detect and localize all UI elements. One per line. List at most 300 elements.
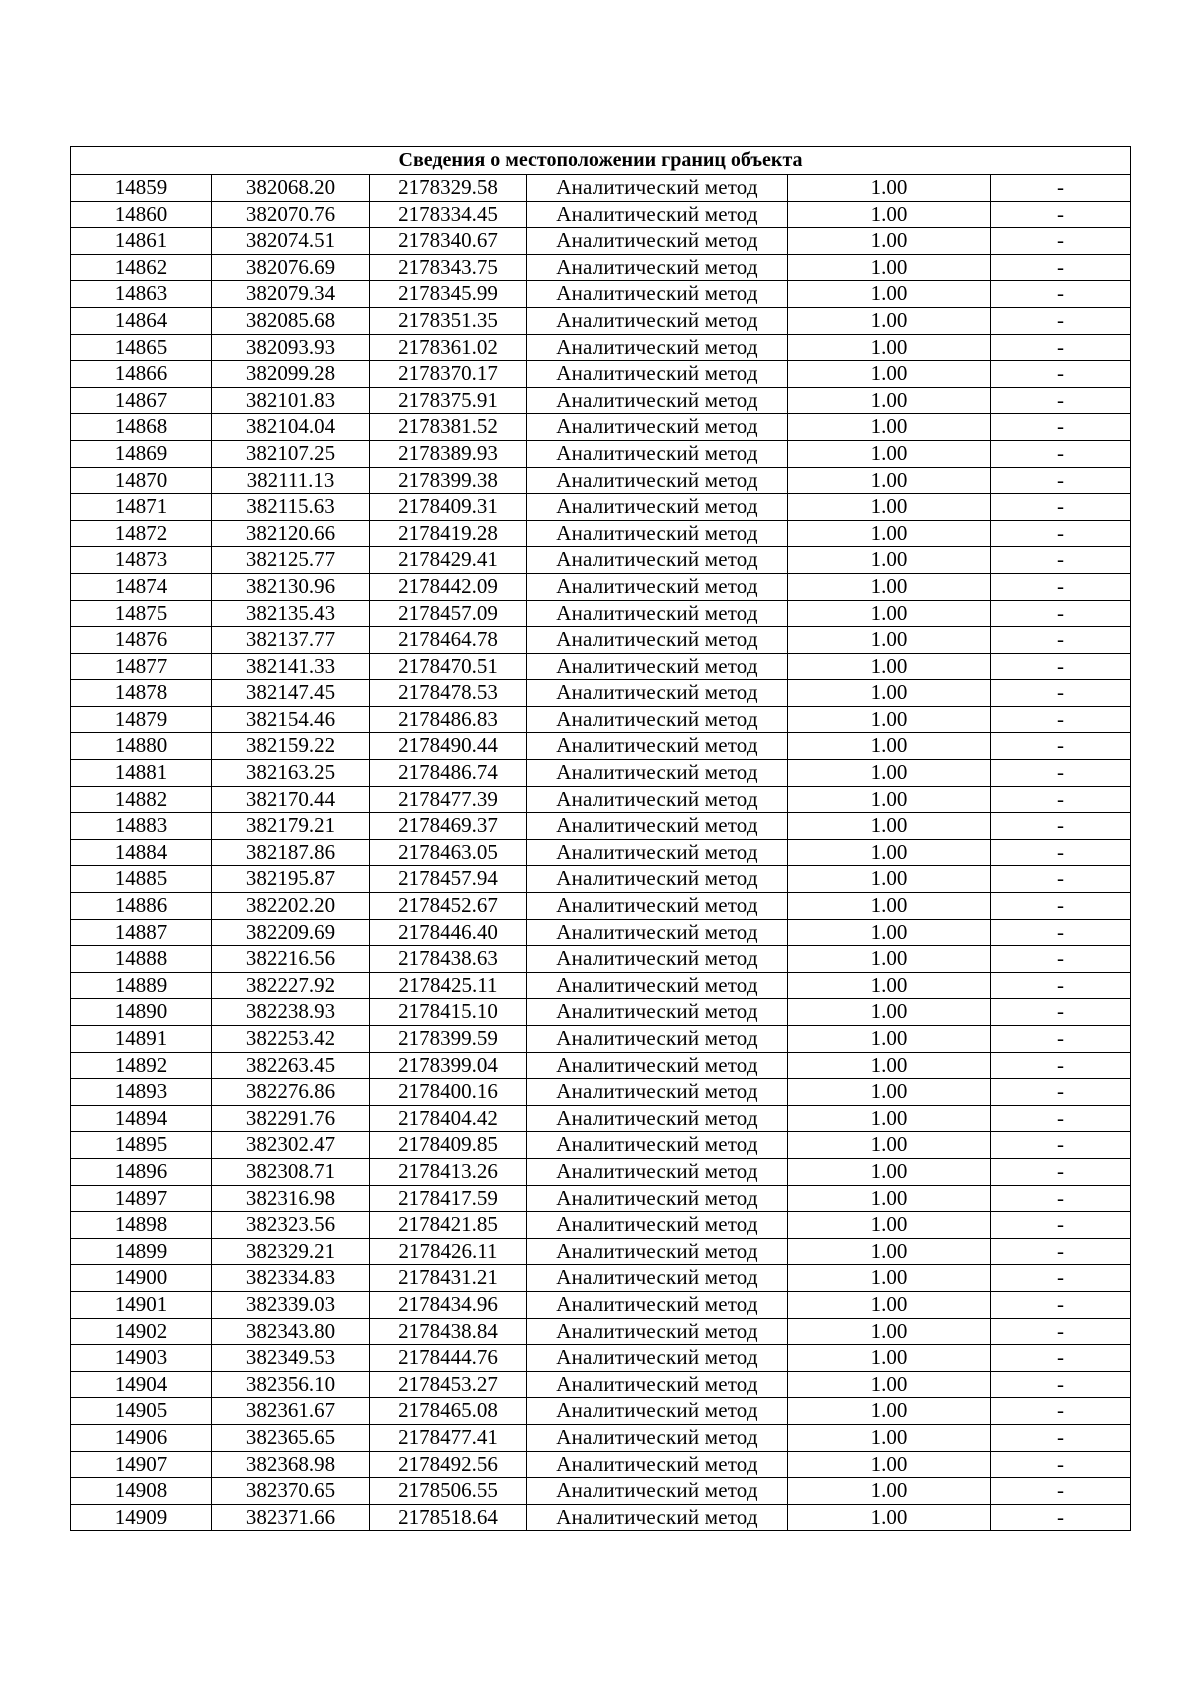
description-cell: - <box>991 600 1131 627</box>
accuracy-cell: 1.00 <box>788 387 991 414</box>
method-cell: Аналитический метод <box>527 919 788 946</box>
method-cell: Аналитический метод <box>527 467 788 494</box>
y-coordinate-cell: 2178351.35 <box>370 307 527 334</box>
description-cell: - <box>991 680 1131 707</box>
x-coordinate-cell: 382154.46 <box>212 706 370 733</box>
table-row <box>71 547 1131 574</box>
y-coordinate-cell: 2178399.38 <box>370 467 527 494</box>
point-number-cell: 14908 <box>71 1478 212 1505</box>
description-cell: - <box>991 1345 1131 1372</box>
y-coordinate-cell: 2178343.75 <box>370 254 527 281</box>
table-row <box>71 1026 1131 1053</box>
point-number-cell: 14893 <box>71 1079 212 1106</box>
y-coordinate-cell: 2178457.94 <box>370 866 527 893</box>
accuracy-cell: 1.00 <box>788 1371 991 1398</box>
description-cell: - <box>991 387 1131 414</box>
y-coordinate-cell: 2178340.67 <box>370 228 527 255</box>
table-row <box>71 1318 1131 1345</box>
method-cell: Аналитический метод <box>527 334 788 361</box>
description-cell: - <box>991 440 1131 467</box>
description-cell: - <box>991 467 1131 494</box>
x-coordinate-cell: 382227.92 <box>212 972 370 999</box>
accuracy-cell: 1.00 <box>788 893 991 920</box>
accuracy-cell: 1.00 <box>788 1504 991 1531</box>
point-number-cell: 14864 <box>71 307 212 334</box>
description-cell: - <box>991 334 1131 361</box>
table-row <box>71 680 1131 707</box>
x-coordinate-cell: 382107.25 <box>212 440 370 467</box>
table-row <box>71 1132 1131 1159</box>
table-row <box>71 467 1131 494</box>
method-cell: Аналитический метод <box>527 573 788 600</box>
method-cell: Аналитический метод <box>527 1451 788 1478</box>
y-coordinate-cell: 2178345.99 <box>370 281 527 308</box>
accuracy-cell: 1.00 <box>788 1291 991 1318</box>
x-coordinate-cell: 382238.93 <box>212 999 370 1026</box>
point-number-cell: 14895 <box>71 1132 212 1159</box>
table-row <box>71 1398 1131 1425</box>
method-cell: Аналитический метод <box>527 786 788 813</box>
method-cell: Аналитический метод <box>527 760 788 787</box>
method-cell: Аналитический метод <box>527 1026 788 1053</box>
point-number-cell: 14909 <box>71 1504 212 1531</box>
y-coordinate-cell: 2178417.59 <box>370 1185 527 1212</box>
accuracy-cell: 1.00 <box>788 733 991 760</box>
x-coordinate-cell: 382163.25 <box>212 760 370 787</box>
accuracy-cell: 1.00 <box>788 760 991 787</box>
point-number-cell: 14892 <box>71 1052 212 1079</box>
y-coordinate-cell: 2178464.78 <box>370 627 527 654</box>
accuracy-cell: 1.00 <box>788 1158 991 1185</box>
accuracy-cell: 1.00 <box>788 440 991 467</box>
table-row <box>71 1451 1131 1478</box>
point-number-cell: 14877 <box>71 653 212 680</box>
x-coordinate-cell: 382276.86 <box>212 1079 370 1106</box>
point-number-cell: 14897 <box>71 1185 212 1212</box>
x-coordinate-cell: 382334.83 <box>212 1265 370 1292</box>
description-cell: - <box>991 1158 1131 1185</box>
method-cell: Аналитический метод <box>527 600 788 627</box>
table-row <box>71 1212 1131 1239</box>
x-coordinate-cell: 382187.86 <box>212 839 370 866</box>
accuracy-cell: 1.00 <box>788 1345 991 1372</box>
accuracy-cell: 1.00 <box>788 786 991 813</box>
point-number-cell: 14889 <box>71 972 212 999</box>
point-number-cell: 14873 <box>71 547 212 574</box>
table-row <box>71 1105 1131 1132</box>
accuracy-cell: 1.00 <box>788 228 991 255</box>
point-number-cell: 14876 <box>71 627 212 654</box>
description-cell: - <box>991 307 1131 334</box>
x-coordinate-cell: 382093.93 <box>212 334 370 361</box>
accuracy-cell: 1.00 <box>788 839 991 866</box>
x-coordinate-cell: 382179.21 <box>212 813 370 840</box>
point-number-cell: 14861 <box>71 228 212 255</box>
y-coordinate-cell: 2178465.08 <box>370 1398 527 1425</box>
y-coordinate-cell: 2178361.02 <box>370 334 527 361</box>
point-number-cell: 14882 <box>71 786 212 813</box>
method-cell: Аналитический метод <box>527 1291 788 1318</box>
table-row <box>71 201 1131 228</box>
y-coordinate-cell: 2178452.67 <box>370 893 527 920</box>
point-number-cell: 14868 <box>71 414 212 441</box>
point-number-cell: 14869 <box>71 440 212 467</box>
x-coordinate-cell: 382216.56 <box>212 946 370 973</box>
description-cell: - <box>991 1478 1131 1505</box>
accuracy-cell: 1.00 <box>788 467 991 494</box>
point-number-cell: 14901 <box>71 1291 212 1318</box>
table-row <box>71 786 1131 813</box>
description-cell: - <box>991 1238 1131 1265</box>
table-row <box>71 387 1131 414</box>
accuracy-cell: 1.00 <box>788 813 991 840</box>
y-coordinate-cell: 2178409.31 <box>370 494 527 521</box>
y-coordinate-cell: 2178453.27 <box>370 1371 527 1398</box>
table-title-row <box>71 147 1131 175</box>
accuracy-cell: 1.00 <box>788 334 991 361</box>
x-coordinate-cell: 382101.83 <box>212 387 370 414</box>
table-row <box>71 839 1131 866</box>
method-cell: Аналитический метод <box>527 733 788 760</box>
point-number-cell: 14878 <box>71 680 212 707</box>
method-cell: Аналитический метод <box>527 1504 788 1531</box>
description-cell: - <box>991 1424 1131 1451</box>
table-row <box>71 999 1131 1026</box>
table-row <box>71 228 1131 255</box>
method-cell: Аналитический метод <box>527 361 788 388</box>
point-number-cell: 14867 <box>71 387 212 414</box>
description-cell: - <box>991 573 1131 600</box>
y-coordinate-cell: 2178434.96 <box>370 1291 527 1318</box>
table-row <box>71 307 1131 334</box>
table-row <box>71 972 1131 999</box>
method-cell: Аналитический метод <box>527 387 788 414</box>
method-cell: Аналитический метод <box>527 946 788 973</box>
y-coordinate-cell: 2178506.55 <box>370 1478 527 1505</box>
x-coordinate-cell: 382253.42 <box>212 1026 370 1053</box>
y-coordinate-cell: 2178457.09 <box>370 600 527 627</box>
description-cell: - <box>991 786 1131 813</box>
description-cell: - <box>991 547 1131 574</box>
x-coordinate-cell: 382104.04 <box>212 414 370 441</box>
y-coordinate-cell: 2178470.51 <box>370 653 527 680</box>
description-cell: - <box>991 361 1131 388</box>
table-row <box>71 1158 1131 1185</box>
description-cell: - <box>991 281 1131 308</box>
accuracy-cell: 1.00 <box>788 680 991 707</box>
y-coordinate-cell: 2178438.84 <box>370 1318 527 1345</box>
x-coordinate-cell: 382308.71 <box>212 1158 370 1185</box>
y-coordinate-cell: 2178370.17 <box>370 361 527 388</box>
x-coordinate-cell: 382368.98 <box>212 1451 370 1478</box>
method-cell: Аналитический метод <box>527 1424 788 1451</box>
description-cell: - <box>991 1371 1131 1398</box>
y-coordinate-cell: 2178426.11 <box>370 1238 527 1265</box>
accuracy-cell: 1.00 <box>788 1185 991 1212</box>
table-row <box>71 1345 1131 1372</box>
accuracy-cell: 1.00 <box>788 494 991 521</box>
method-cell: Аналитический метод <box>527 813 788 840</box>
method-cell: Аналитический метод <box>527 494 788 521</box>
x-coordinate-cell: 382209.69 <box>212 919 370 946</box>
point-number-cell: 14888 <box>71 946 212 973</box>
method-cell: Аналитический метод <box>527 1079 788 1106</box>
table-row <box>71 494 1131 521</box>
y-coordinate-cell: 2178431.21 <box>370 1265 527 1292</box>
accuracy-cell: 1.00 <box>788 414 991 441</box>
accuracy-cell: 1.00 <box>788 1132 991 1159</box>
table-row <box>71 573 1131 600</box>
accuracy-cell: 1.00 <box>788 866 991 893</box>
table-row <box>71 813 1131 840</box>
x-coordinate-cell: 382361.67 <box>212 1398 370 1425</box>
y-coordinate-cell: 2178518.64 <box>370 1504 527 1531</box>
table-row <box>71 600 1131 627</box>
method-cell: Аналитический метод <box>527 1318 788 1345</box>
method-cell: Аналитический метод <box>527 281 788 308</box>
table-row <box>71 361 1131 388</box>
description-cell: - <box>991 228 1131 255</box>
x-coordinate-cell: 382356.10 <box>212 1371 370 1398</box>
accuracy-cell: 1.00 <box>788 175 991 202</box>
point-number-cell: 14907 <box>71 1451 212 1478</box>
x-coordinate-cell: 382371.66 <box>212 1504 370 1531</box>
point-number-cell: 14879 <box>71 706 212 733</box>
point-number-cell: 14881 <box>71 760 212 787</box>
description-cell: - <box>991 733 1131 760</box>
description-cell: - <box>991 1105 1131 1132</box>
x-coordinate-cell: 382068.20 <box>212 175 370 202</box>
x-coordinate-cell: 382085.68 <box>212 307 370 334</box>
y-coordinate-cell: 2178421.85 <box>370 1212 527 1239</box>
point-number-cell: 14902 <box>71 1318 212 1345</box>
method-cell: Аналитический метод <box>527 893 788 920</box>
y-coordinate-cell: 2178486.74 <box>370 760 527 787</box>
table-row <box>71 1238 1131 1265</box>
method-cell: Аналитический метод <box>527 1478 788 1505</box>
point-number-cell: 14862 <box>71 254 212 281</box>
table-row <box>71 893 1131 920</box>
accuracy-cell: 1.00 <box>788 1238 991 1265</box>
description-cell: - <box>991 520 1131 547</box>
accuracy-cell: 1.00 <box>788 573 991 600</box>
accuracy-cell: 1.00 <box>788 1079 991 1106</box>
x-coordinate-cell: 382099.28 <box>212 361 370 388</box>
accuracy-cell: 1.00 <box>788 1105 991 1132</box>
x-coordinate-cell: 382291.76 <box>212 1105 370 1132</box>
table-row <box>71 919 1131 946</box>
accuracy-cell: 1.00 <box>788 919 991 946</box>
table-row <box>71 866 1131 893</box>
table-row <box>71 334 1131 361</box>
x-coordinate-cell: 382074.51 <box>212 228 370 255</box>
accuracy-cell: 1.00 <box>788 547 991 574</box>
method-cell: Аналитический метод <box>527 627 788 654</box>
point-number-cell: 14874 <box>71 573 212 600</box>
y-coordinate-cell: 2178419.28 <box>370 520 527 547</box>
table-row <box>71 1291 1131 1318</box>
x-coordinate-cell: 382135.43 <box>212 600 370 627</box>
method-cell: Аналитический метод <box>527 254 788 281</box>
x-coordinate-cell: 382076.69 <box>212 254 370 281</box>
accuracy-cell: 1.00 <box>788 281 991 308</box>
accuracy-cell: 1.00 <box>788 1451 991 1478</box>
y-coordinate-cell: 2178429.41 <box>370 547 527 574</box>
description-cell: - <box>991 175 1131 202</box>
point-number-cell: 14906 <box>71 1424 212 1451</box>
description-cell: - <box>991 1026 1131 1053</box>
method-cell: Аналитический метод <box>527 1371 788 1398</box>
description-cell: - <box>991 201 1131 228</box>
point-number-cell: 14899 <box>71 1238 212 1265</box>
method-cell: Аналитический метод <box>527 414 788 441</box>
x-coordinate-cell: 382120.66 <box>212 520 370 547</box>
point-number-cell: 14871 <box>71 494 212 521</box>
x-coordinate-cell: 382070.76 <box>212 201 370 228</box>
x-coordinate-cell: 382115.63 <box>212 494 370 521</box>
point-number-cell: 14887 <box>71 919 212 946</box>
method-cell: Аналитический метод <box>527 520 788 547</box>
point-number-cell: 14896 <box>71 1158 212 1185</box>
boundary-table <box>70 146 1131 1531</box>
point-number-cell: 14880 <box>71 733 212 760</box>
point-number-cell: 14900 <box>71 1265 212 1292</box>
description-cell: - <box>991 999 1131 1026</box>
x-coordinate-cell: 382125.77 <box>212 547 370 574</box>
y-coordinate-cell: 2178446.40 <box>370 919 527 946</box>
y-coordinate-cell: 2178399.59 <box>370 1026 527 1053</box>
x-coordinate-cell: 382141.33 <box>212 653 370 680</box>
point-number-cell: 14891 <box>71 1026 212 1053</box>
x-coordinate-cell: 382302.47 <box>212 1132 370 1159</box>
point-number-cell: 14904 <box>71 1371 212 1398</box>
description-cell: - <box>991 1185 1131 1212</box>
y-coordinate-cell: 2178425.11 <box>370 972 527 999</box>
point-number-cell: 14872 <box>71 520 212 547</box>
method-cell: Аналитический метод <box>527 228 788 255</box>
description-cell: - <box>991 1265 1131 1292</box>
y-coordinate-cell: 2178413.26 <box>370 1158 527 1185</box>
y-coordinate-cell: 2178404.42 <box>370 1105 527 1132</box>
table-row <box>71 627 1131 654</box>
x-coordinate-cell: 382339.03 <box>212 1291 370 1318</box>
method-cell: Аналитический метод <box>527 866 788 893</box>
description-cell: - <box>991 972 1131 999</box>
y-coordinate-cell: 2178415.10 <box>370 999 527 1026</box>
y-coordinate-cell: 2178469.37 <box>370 813 527 840</box>
y-coordinate-cell: 2178334.45 <box>370 201 527 228</box>
method-cell: Аналитический метод <box>527 1158 788 1185</box>
table-row <box>71 1265 1131 1292</box>
y-coordinate-cell: 2178478.53 <box>370 680 527 707</box>
description-cell: - <box>991 653 1131 680</box>
method-cell: Аналитический метод <box>527 972 788 999</box>
table-row <box>71 946 1131 973</box>
y-coordinate-cell: 2178490.44 <box>370 733 527 760</box>
x-coordinate-cell: 382130.96 <box>212 573 370 600</box>
y-coordinate-cell: 2178492.56 <box>370 1451 527 1478</box>
y-coordinate-cell: 2178400.16 <box>370 1079 527 1106</box>
accuracy-cell: 1.00 <box>788 1318 991 1345</box>
x-coordinate-cell: 382329.21 <box>212 1238 370 1265</box>
description-cell: - <box>991 946 1131 973</box>
point-number-cell: 14894 <box>71 1105 212 1132</box>
x-coordinate-cell: 382349.53 <box>212 1345 370 1372</box>
accuracy-cell: 1.00 <box>788 600 991 627</box>
method-cell: Аналитический метод <box>527 1185 788 1212</box>
table-body <box>71 175 1131 1531</box>
accuracy-cell: 1.00 <box>788 201 991 228</box>
method-cell: Аналитический метод <box>527 201 788 228</box>
point-number-cell: 14898 <box>71 1212 212 1239</box>
description-cell: - <box>991 494 1131 521</box>
description-cell: - <box>991 414 1131 441</box>
table-row <box>71 440 1131 467</box>
table-row <box>71 414 1131 441</box>
point-number-cell: 14885 <box>71 866 212 893</box>
accuracy-cell: 1.00 <box>788 361 991 388</box>
description-cell: - <box>991 627 1131 654</box>
description-cell: - <box>991 706 1131 733</box>
point-number-cell: 14860 <box>71 201 212 228</box>
point-number-cell: 14870 <box>71 467 212 494</box>
method-cell: Аналитический метод <box>527 1265 788 1292</box>
x-coordinate-cell: 382323.56 <box>212 1212 370 1239</box>
accuracy-cell: 1.00 <box>788 254 991 281</box>
method-cell: Аналитический метод <box>527 440 788 467</box>
x-coordinate-cell: 382263.45 <box>212 1052 370 1079</box>
accuracy-cell: 1.00 <box>788 946 991 973</box>
accuracy-cell: 1.00 <box>788 1265 991 1292</box>
table-row <box>71 1478 1131 1505</box>
accuracy-cell: 1.00 <box>788 1424 991 1451</box>
point-number-cell: 14866 <box>71 361 212 388</box>
table-row <box>71 1052 1131 1079</box>
table-row <box>71 760 1131 787</box>
description-cell: - <box>991 254 1131 281</box>
x-coordinate-cell: 382111.13 <box>212 467 370 494</box>
point-number-cell: 14875 <box>71 600 212 627</box>
table-row <box>71 281 1131 308</box>
y-coordinate-cell: 2178389.93 <box>370 440 527 467</box>
description-cell: - <box>991 893 1131 920</box>
y-coordinate-cell: 2178438.63 <box>370 946 527 973</box>
method-cell: Аналитический метод <box>527 175 788 202</box>
method-cell: Аналитический метод <box>527 1105 788 1132</box>
description-cell: - <box>991 1052 1131 1079</box>
point-number-cell: 14903 <box>71 1345 212 1372</box>
description-cell: - <box>991 1398 1131 1425</box>
accuracy-cell: 1.00 <box>788 520 991 547</box>
description-cell: - <box>991 919 1131 946</box>
x-coordinate-cell: 382202.20 <box>212 893 370 920</box>
accuracy-cell: 1.00 <box>788 1212 991 1239</box>
x-coordinate-cell: 382316.98 <box>212 1185 370 1212</box>
x-coordinate-cell: 382079.34 <box>212 281 370 308</box>
x-coordinate-cell: 382343.80 <box>212 1318 370 1345</box>
description-cell: - <box>991 1212 1131 1239</box>
description-cell: - <box>991 760 1131 787</box>
accuracy-cell: 1.00 <box>788 1026 991 1053</box>
x-coordinate-cell: 382370.65 <box>212 1478 370 1505</box>
accuracy-cell: 1.00 <box>788 307 991 334</box>
table-row <box>71 1504 1131 1531</box>
table-row <box>71 653 1131 680</box>
method-cell: Аналитический метод <box>527 1212 788 1239</box>
x-coordinate-cell: 382159.22 <box>212 733 370 760</box>
description-cell: - <box>991 1132 1131 1159</box>
point-number-cell: 14863 <box>71 281 212 308</box>
